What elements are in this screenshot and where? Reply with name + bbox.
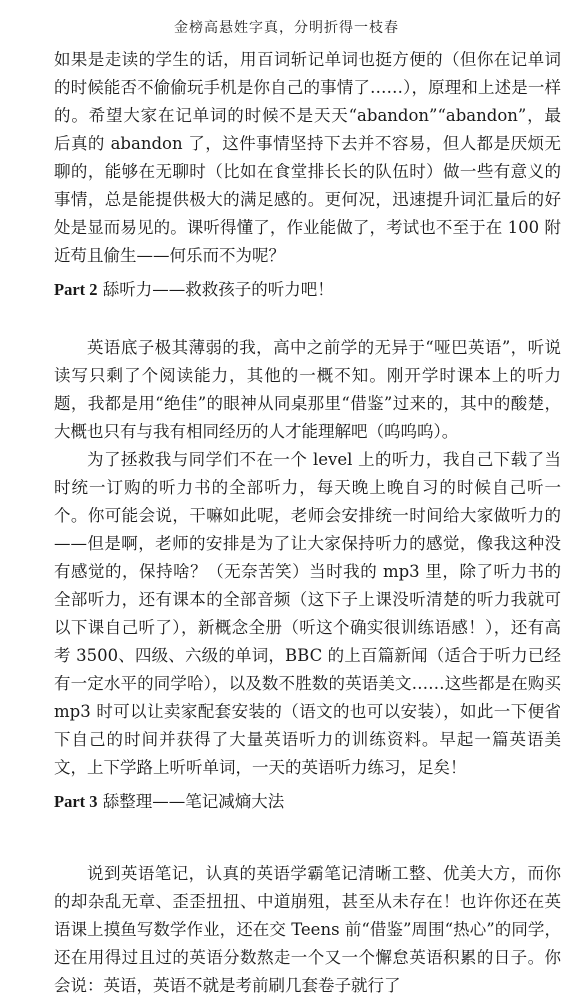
paragraph-notes: 说到英语笔记，认真的英语学霸笔记清晰工整、优美大方，而你的却杂乱无章、歪歪扭扭、中道崩殂，甚至从未存在！也许你还在英语课上摸鱼写数学作业，还在交 Teens 前“借鉴”周围“热心”的同学，还在用得过且过的英语分数熬走一个又一个懈怠英语积累的日子。你会说：英语，英语不就是考前刷几套卷子就行了 bbox=[54, 864, 561, 995]
section-label: Part 2 bbox=[54, 280, 98, 299]
spacer bbox=[54, 304, 561, 334]
paragraph-vocabulary: 如果是走读的学生的话，用百词斩记单词也挺方便的（但你在记单词的时候能否不偷偷玩手机是你自己的事情了……），原理和上述是一样的。希望大家在记单词的时候不是天天“abandon”“abandon”，最后真的 abandon 了，这件事情坚持下去并不容易，但人都是厌烦无聊的，能够在无聊时（比如在食堂排长长的队伍时）做一些有意义的事情，总是能提供极大的满足感的。更何况，迅速提升词汇量后的好处是显而易见的。课听得懂了，作业能做了，考试也不至于在 100 附近苟且偷生——何乐而不为呢？ bbox=[54, 50, 561, 265]
running-header: 金榜高悬姓字真，分明折得一枝春 bbox=[174, 20, 399, 36]
section-title: 舔整理——笔记减熵大法 bbox=[102, 792, 285, 811]
section-title: 舔听力——救救孩子的听力吧！ bbox=[102, 280, 334, 299]
paragraph-listening-method: 为了拯救我与同学们不在一个 level 上的听力，我自己下载了当时统一订购的听力书的全部听力，每天晚上晚自习的时候自己听一个。你可能会说，干嘛如此呢，老师会安排统一时间给大家做听力的——但是啊，老师的安排是为了让大家保持听力的感觉，像我这种没有感觉的，保持啥？（无奈苦笑）当时我的 mp3 里，除了听力书的全部听力，还有课本的全部音频（这下子上课没听清楚的听力我就可以下课自己听了），新概念全册（听这个确实很训练语感！），还有高考 3500、四级、六级的单词，BBC 的上百篇新闻（适合于听力已经有一定水平的同学哈），以及数不胜数的英语美文……这些都是在购买 mp3 时可以让卖家配套安装的（语文的也可以安装），如此一下便省下自己的时间并获得了大量英语听力的训练资料。早起一篇英语美文，上下学路上听听单词，一天的英语听力练习，足矣！ bbox=[54, 450, 561, 777]
section-label: Part 3 bbox=[54, 792, 98, 811]
section-heading-part3 bbox=[54, 788, 561, 816]
paragraph-listening-intro: 英语底子极其薄弱的我，高中之前学的无异于“哑巴英语”，听说读写只剩了个阅读能力，其他的一概不知。刚开学时课本上的听力题，我都是用“绝佳”的眼神从同桌那里“借鉴”过来的，其中的酸楚，大概也只有与我有相同经历的人才能理解吧（呜呜呜）。 bbox=[54, 338, 561, 441]
spacer bbox=[54, 816, 561, 860]
section-heading-part2 bbox=[54, 276, 561, 304]
